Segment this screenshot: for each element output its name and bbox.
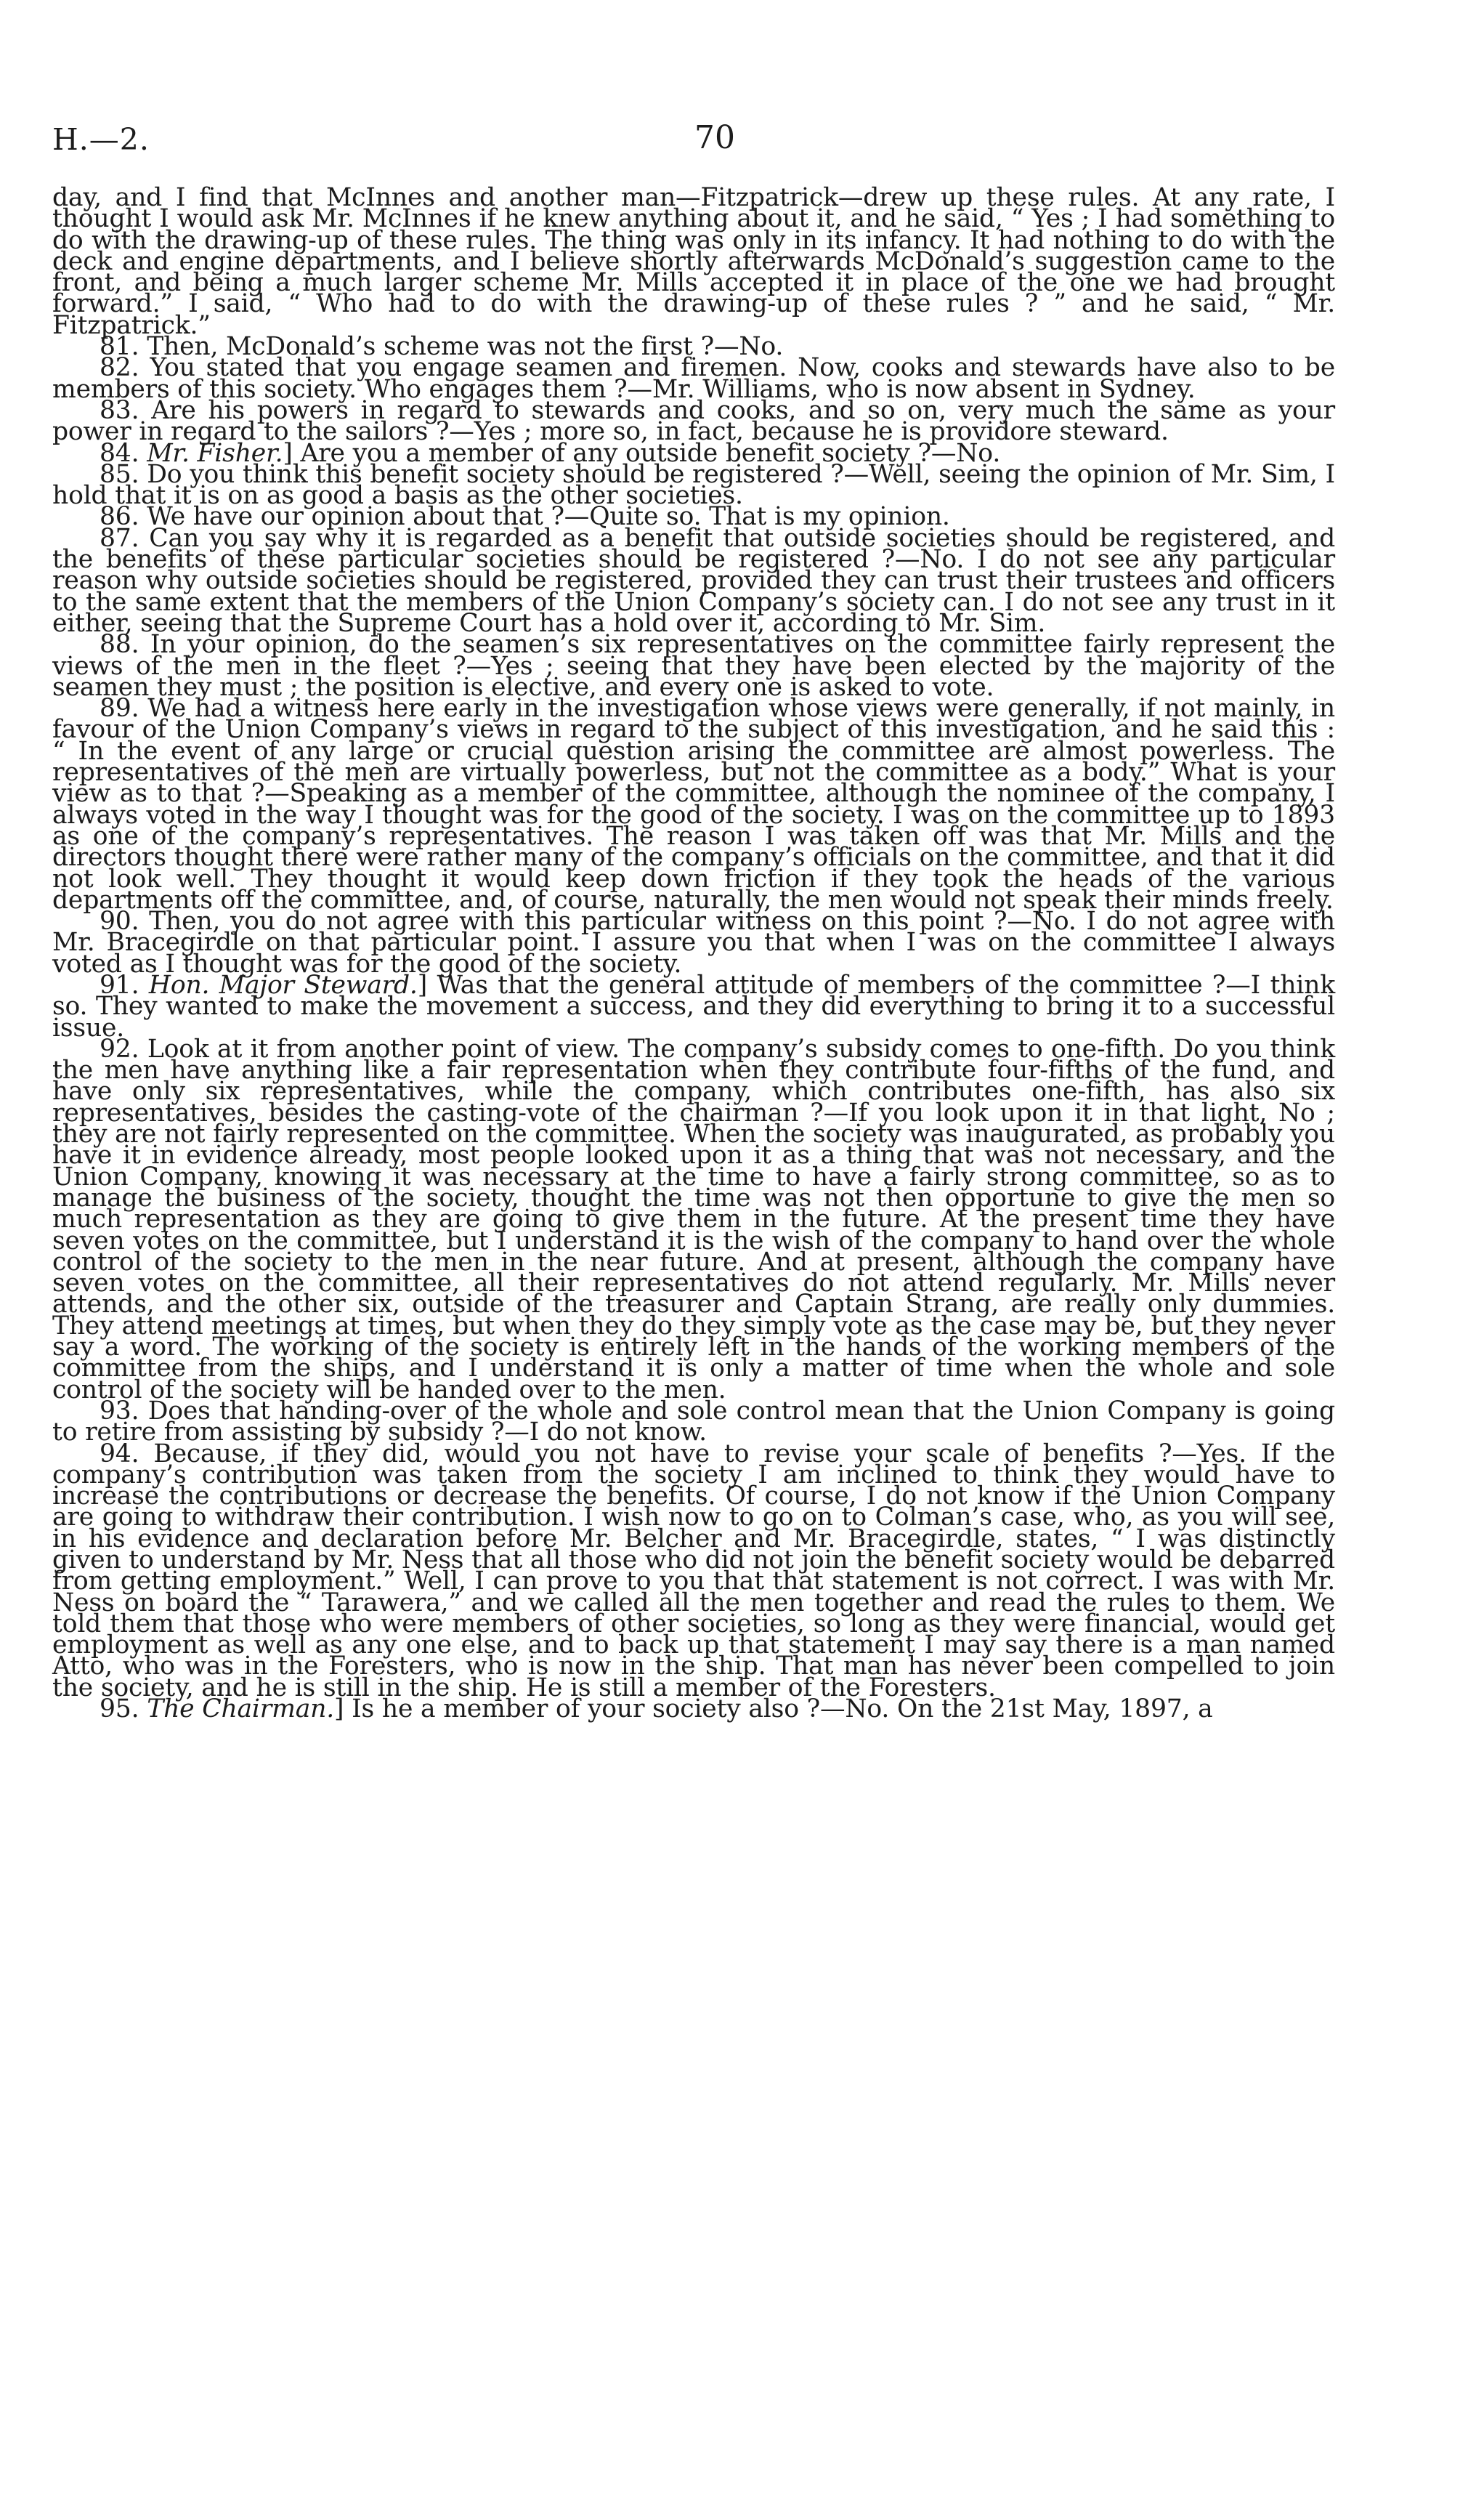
question-number: 95. (100, 1694, 139, 1724)
question-number: 91. (100, 970, 139, 1000)
question-text: Can you say why it is regarded as a benefit that outside societies should be registered, and the benefits of these particular societies should be registered ?—No. I do not see any particular reason why outside societies should be registered, provided they can trust their trustees and officers to the same extent that the members of the Union Company’s society can. I do not see any trust in it either, seeing that the Supreme Court has a hold over it, according to Mr. Sim. (52, 523, 1335, 638)
question-text: You stated that you engage seamen and firemen. Now, cooks and stewards have also to be members of this society. Who engages them ?—Mr. Williams, who is now absent in Sydney. (52, 353, 1335, 404)
speaker-name: Mr. Fisher. (147, 438, 283, 468)
report-reference: H.—2. (52, 122, 150, 157)
question-number: 93. (100, 1396, 139, 1426)
question-number: 89. (100, 694, 139, 724)
question-text: Then, McDonald’s scheme was not the first ?—No. (147, 332, 784, 362)
question-text: Are his powers in regard to stewards and cooks, and so on, very much the same as your power in regard to the sailors ?—Yes ; more so, in fact, because he is providore steward. (52, 395, 1335, 447)
question-text: ] Was that the general attitude of members of the committee ?—I think so. They wanted to make the movement a success, and they did everything to bring it to a successful issue. (52, 970, 1335, 1043)
question-text: ] Is he a member of your society also ?—No. On the 21st May, 1897, a (334, 1694, 1213, 1724)
page-body (52, 183, 1336, 1724)
question-number: 84. (100, 438, 139, 468)
question-text: Does that handing-over of the whole and sole control mean that the Union Company is going to retire from assisting by subsidy ?—I do not know. (52, 1396, 1335, 1447)
question-number: 85. (100, 459, 139, 489)
question-94 (52, 1439, 1335, 1702)
question-text: In your opinion, do the seamen’s six representatives on the committee fairly represent the views of the men in the fleet ?—Yes ; seeing that they have been elected by the majority of the seamen they must ; the position is elective, and every one is asked to vote. (52, 630, 1335, 702)
question-91 (52, 970, 1335, 1043)
question-number: 88. (100, 630, 139, 660)
question-text: Because, if they did, would you not have to revise your scale of benefits ?—Yes. If the company’s contribution was taken from the society I am inclined to think they would have to increase the contributions or decrease the benefits. Of course, I do not know if the Union Company are going to withdraw their contribution. I wish now to go on to Colman’s case, who, as you will see, in his evidence and declaration before Mr. Belcher and Mr. Bracegirdle, states, “ I was distinctly given to understand by Mr. Ness that all those who did not join the benefit society would be debarred from getting employment.” Well, I can prove to you that that statement is not correct. I was with Mr. Ness on board the “ Tarawera,” and we called all the men together and read the rules to them. We told them that those who were members of other societies, so long as they were financial, would get employment as well as any one else, and to back up that statement I may say there is a man named Atto, who was in the Foresters, who is now in the ship. That man has never been compelled to join the society, and he is still in the ship. He is still a member of the Foresters. (52, 1439, 1335, 1702)
page-header (0, 109, 1484, 160)
question-number: 82. (100, 353, 139, 383)
question-89 (52, 694, 1336, 915)
question-text: We have our opinion about that ?—Quite so. That is my opinion. (147, 502, 950, 532)
question-number: 83. (100, 395, 139, 425)
question-87 (52, 523, 1335, 638)
speaker-name: Hon. Major Steward. (148, 970, 418, 1000)
question-82 (52, 353, 1335, 404)
question-83 (52, 395, 1335, 447)
question-number: 92. (100, 1034, 139, 1064)
paragraph-text: day, and I find that McInnes and another man—Fitzpatrick—drew up these rules. At any rate, I thought I would ask Mr. McInnes if he knew anything about it, and he said, “ Yes ; I had something to do with the drawing-up of these rules. The thing was only in its infancy. It had nothing to do with the deck and engine departments, and I believe shortly afterwards McDonald’s suggestion came to the front, and being a much larger scheme Mr. Mills accepted it in place of the one we had brought forward.” I said, “ Who had to do with the drawing-up of these rules ? ” and he said, “ Mr. Fitzpatrick.” (52, 183, 1335, 340)
paragraph-continuation (52, 183, 1335, 340)
question-95 (52, 1694, 1335, 1724)
question-number: 81. (100, 332, 139, 362)
question-text: ] Are you a member of any outside benefit society ?—No. (283, 438, 1001, 468)
question-number: 90. (100, 907, 139, 937)
question-88 (52, 630, 1335, 702)
question-90 (52, 907, 1335, 979)
question-number: 86. (100, 502, 139, 532)
question-number: 94. (100, 1439, 139, 1468)
speaker-name: The Chairman. (147, 1694, 334, 1724)
question-93 (52, 1396, 1335, 1447)
question-text: We had a witness here early in the investigation whose views were generally, if not mainly, in favour of the Union Company’s views in regard to the subject of this investigation, and he said this : “ In the event of any large or crucial question arising the committee are almost powerless. The representatives of the men are virtually powerless, but not the committee as a body.” What is your view as to that ?—Speaking as a member of the committee, although the nominee of the company, I always voted in the way I thought was for the good of the society. I was on the committee up to 1893 as one of the company’s representatives. The reason I was taken off was that Mr. Mills and the directors thought there were rather many of the company’s officials on the committee, and that it did not look well. They thought it would keep down friction if they took the heads of the various departments off the committee, and, of course, naturally, the men would not speak their minds freely. (52, 694, 1336, 915)
question-85 (52, 459, 1335, 511)
question-92 (52, 1034, 1335, 1404)
question-text: Then, you do not agree with this particular witness on this point ?—No. I do not agree with Mr. Bracegirdle on that particular point. I assure you that when I was on the committee I always voted as I thought was for the good of the society. (52, 907, 1335, 979)
question-text: Look at it from another point of view. The company’s subsidy comes to one-fifth. Do you think the men have anything like a fair representation when they contribute four-fifths of the fund, and have only six representatives, while the company, which contributes one-fifth, has also six representatives, besides the casting-vote of the chairman ?—If you look upon it in that light, No ; they are not fairly represented on the committee. When the society was inaugurated, as probably you have it in evidence already, most people looked upon it as a thing that was not necessary, and the Union Company, knowing it was necessary at the time to have a fairly strong committee, so as to manage the business of the society, thought the time was not then opportune to give the men so much representation as they are going to give them in the future. At the present time they have seven votes on the committee, but I understand it is the wish of the company to hand over the whole control of the society to the men in the near future. And at present, although the company have seven votes on the committee, all their representatives do not attend regularly. Mr. Mills never attends, and the other six, outside of the treasurer and Captain Strang, are really only dummies. They attend meetings at times, but when they do they simply vote as the case may be, but they never say a word. The working of the society is entirely left in the hands of the working members of the committee from the ships, and I understand it is only a matter of time when the whole and sole control of the society will be handed over to the men. (52, 1034, 1335, 1404)
question-number: 87. (100, 523, 139, 553)
question-text: Do you think this benefit society should be registered ?—Well, seeing the opinion of Mr. Sim, I hold that it is on as good a basis as the other societies. (52, 459, 1335, 511)
page-number: 70 (694, 119, 735, 156)
